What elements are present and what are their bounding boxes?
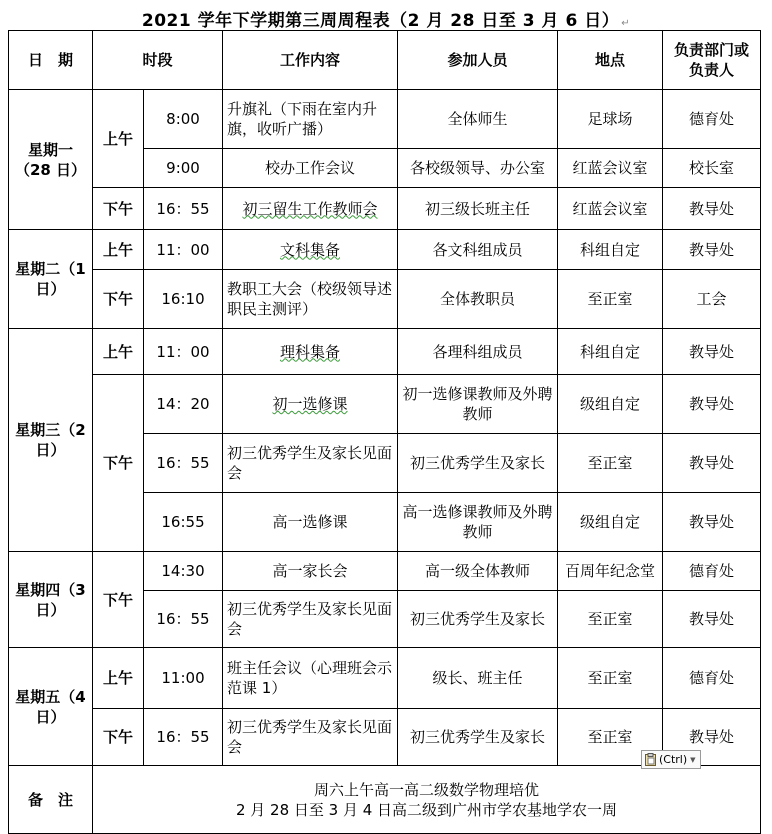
period-pm: 下午: [93, 709, 144, 766]
schedule-table: [8, 30, 761, 834]
content-cell: 校办工作会议: [223, 149, 398, 188]
participants-cell: 级长、班主任: [398, 648, 558, 709]
location-cell: 红蓝会议室: [558, 149, 663, 188]
day-cell-wed: 星期三（2 日）: [9, 329, 93, 552]
dept-cell: 德育处: [663, 648, 761, 709]
dept-cell: 教导处: [663, 434, 761, 493]
participants-cell: 高一选修课教师及外聘教师: [398, 493, 558, 552]
content-cell: 初三优秀学生及家长见面会: [223, 434, 398, 493]
page-title: 2021 学年下学期第三周周程表（2 月 28 日至 3 月 6 日） ↵: [141, 11, 631, 31]
dept-cell: 德育处: [663, 90, 761, 149]
paste-options-button[interactable]: [641, 750, 701, 769]
time-cell: 16：55: [144, 434, 223, 493]
day-cell-mon: 星期一（28 日）: [9, 90, 93, 230]
chevron-down-icon: ▼: [690, 755, 696, 764]
dept-cell: 工会: [663, 270, 761, 329]
location-cell: 至正室: [558, 709, 663, 766]
dept-cell: 校长室: [663, 149, 761, 188]
day-cell-fri: 星期五（4 日）: [9, 648, 93, 766]
time-cell: 9:00: [144, 149, 223, 188]
period-pm: 下午: [93, 188, 144, 230]
time-cell: 11：00: [144, 230, 223, 270]
remarks-row: [9, 766, 761, 834]
dept-cell: 教导处: [663, 375, 761, 434]
participants-cell: 初三优秀学生及家长: [398, 709, 558, 766]
time-cell: 16:55: [144, 493, 223, 552]
content-cell: 初三留生工作教师会: [223, 188, 398, 230]
time-cell: 16：55: [144, 188, 223, 230]
header-content: 工作内容: [223, 31, 398, 90]
participants-cell: 初三优秀学生及家长: [398, 434, 558, 493]
content-cell: 高一选修课: [223, 493, 398, 552]
dept-cell: 教导处: [663, 591, 761, 648]
day-cell-thu: 星期四（3 日）: [9, 552, 93, 648]
content-cell: 文科集备: [223, 230, 398, 270]
location-cell: 至正室: [558, 434, 663, 493]
table-row: [9, 230, 761, 270]
period-am: 上午: [93, 329, 144, 375]
header-participants: 参加人员: [398, 31, 558, 90]
header-row: [9, 31, 761, 90]
header-dept: 负责部门或负责人: [663, 31, 761, 90]
header-date: 日 期: [9, 31, 93, 90]
content-cell: 升旗礼（下雨在室内升旗，收听广播）: [223, 90, 398, 149]
clipboard-icon: [645, 753, 656, 766]
header-period: 时段: [93, 31, 223, 90]
remarks-label: 备 注: [9, 766, 93, 834]
content-cell: 教职工大会（校级领导述职民主测评）: [223, 270, 398, 329]
content-cell: 初三优秀学生及家长见面会: [223, 591, 398, 648]
dept-cell: 教导处: [663, 230, 761, 270]
location-cell: 科组自定: [558, 230, 663, 270]
table-row: [9, 188, 761, 230]
participants-cell: 全体教职员: [398, 270, 558, 329]
time-cell: 16：55: [144, 709, 223, 766]
time-cell: 14：20: [144, 375, 223, 434]
time-cell: 11：00: [144, 329, 223, 375]
content-cell: 理科集备: [223, 329, 398, 375]
content-cell: 初一选修课: [223, 375, 398, 434]
participants-cell: 全体师生: [398, 90, 558, 149]
location-cell: 级组自定: [558, 493, 663, 552]
participants-cell: 各校级领导、办公室: [398, 149, 558, 188]
time-cell: 16:10: [144, 270, 223, 329]
location-cell: 级组自定: [558, 375, 663, 434]
remarks-content: [93, 766, 761, 834]
day-cell-tue: 星期二（1 日）: [9, 230, 93, 329]
paste-options-label: (Ctrl): [659, 753, 688, 766]
table-row: [9, 375, 761, 434]
dept-cell: 教导处: [663, 329, 761, 375]
period-am: 上午: [93, 230, 144, 270]
participants-cell: 初一选修课教师及外聘教师: [398, 375, 558, 434]
location-cell: 足球场: [558, 90, 663, 149]
content-cell: 高一家长会: [223, 552, 398, 591]
location-cell: 百周年纪念堂: [558, 552, 663, 591]
period-pm: 下午: [93, 552, 144, 648]
dept-cell: 德育处: [663, 552, 761, 591]
period-am: 上午: [93, 90, 144, 188]
time-cell: 11:00: [144, 648, 223, 709]
location-cell: 科组自定: [558, 329, 663, 375]
participants-cell: 初三优秀学生及家长: [398, 591, 558, 648]
remarks-line: 周六上午高一高二级数学物理培优: [314, 780, 540, 799]
participants-cell: 高一级全体教师: [398, 552, 558, 591]
location-cell: 至正室: [558, 591, 663, 648]
table-row: [9, 552, 761, 591]
location-cell: 红蓝会议室: [558, 188, 663, 230]
table-row: [9, 329, 761, 375]
header-location: 地点: [558, 31, 663, 90]
time-cell: 8:00: [144, 90, 223, 149]
dept-cell: 教导处: [663, 709, 761, 766]
table-row: [9, 648, 761, 709]
table-row: [9, 90, 761, 149]
content-cell: 初三优秀学生及家长见面会: [223, 709, 398, 766]
location-cell: 至正室: [558, 648, 663, 709]
table-row: [9, 270, 761, 329]
participants-cell: 各文科组成员: [398, 230, 558, 270]
period-pm: 下午: [93, 375, 144, 552]
dept-cell: 教导处: [663, 188, 761, 230]
content-cell: 班主任会议（心理班会示范课 1）: [223, 648, 398, 709]
period-pm: 下午: [93, 270, 144, 329]
period-am: 上午: [93, 648, 144, 709]
location-cell: 至正室: [558, 270, 663, 329]
dept-cell: 教导处: [663, 493, 761, 552]
participants-cell: 各理科组成员: [398, 329, 558, 375]
participants-cell: 初三级长班主任: [398, 188, 558, 230]
time-cell: 14:30: [144, 552, 223, 591]
remarks-line: 2 月 28 日至 3 月 4 日高二级到广州市学农基地学农一周: [235, 800, 618, 819]
time-cell: 16：55: [144, 591, 223, 648]
